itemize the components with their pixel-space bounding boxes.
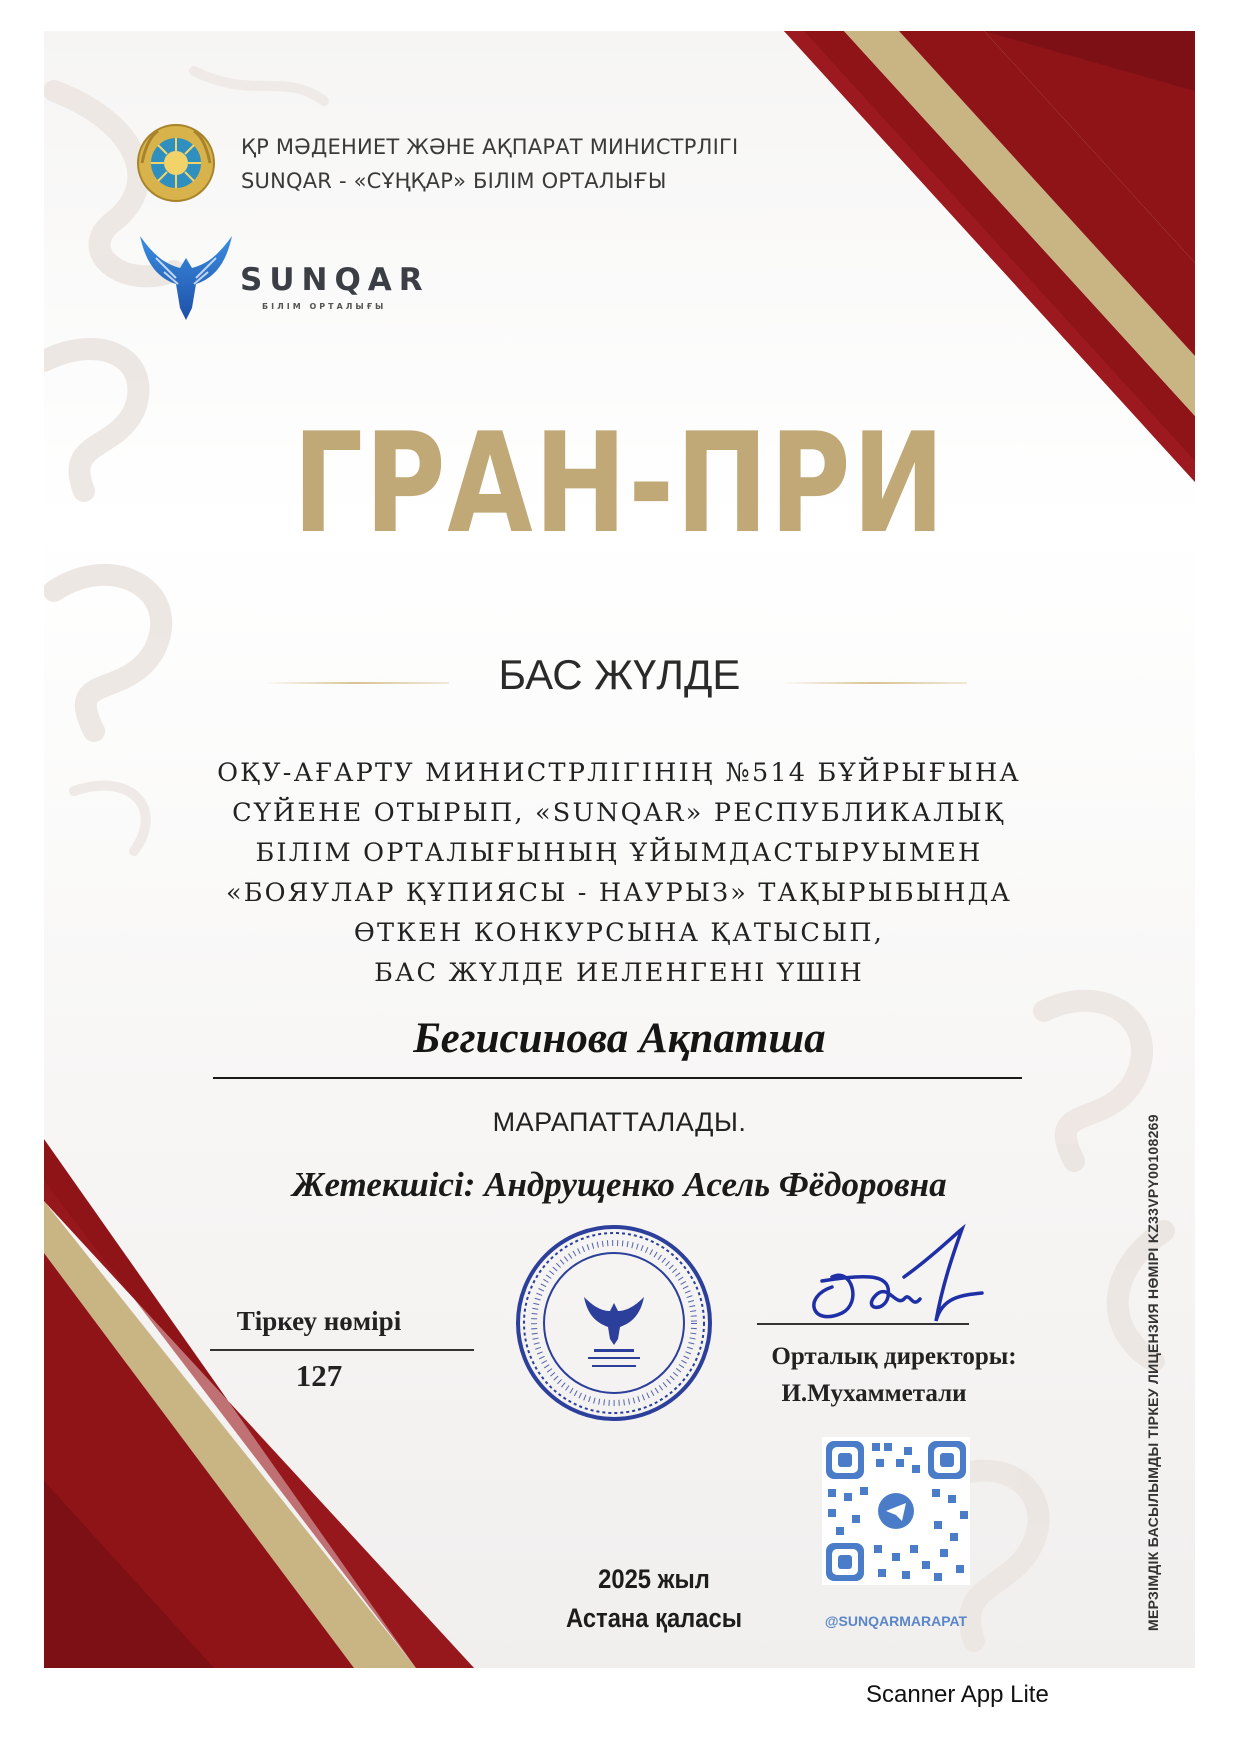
certificate-page bbox=[44, 31, 1195, 1668]
logo-wordmark: SUNQAR bbox=[240, 262, 430, 298]
registration-rule bbox=[210, 1349, 474, 1351]
logo-subtitle: БІЛІМ ОРТАЛЫҒЫ bbox=[262, 302, 387, 311]
awarded-text: МАРАПАТТАЛАДЫ. bbox=[492, 1107, 747, 1137]
body-line: ОҚУ-АҒАРТУ МИНИСТРЛІГІНІҢ №514 БҰЙРЫҒЫНА bbox=[217, 758, 1021, 788]
ministry-name: ҚР МӘДЕНИЕТ ЖӘНЕ АҚПАРАТ МИНИСТРЛІГІ bbox=[241, 135, 739, 159]
subtitle-rule-right bbox=[781, 682, 967, 684]
registration-label: Тіркеу нөмірі bbox=[236, 1306, 402, 1336]
scanner-watermark: Scanner App Lite bbox=[866, 1681, 1049, 1708]
license-note: МЕРЗІМДІК БАСЫЛЫМДЫ ТІРКЕУ ЛИЦЕНЗИЯ НӨМІРІ KZ33VPY00108269 bbox=[1145, 1114, 1161, 1631]
state-emblem-icon bbox=[136, 123, 216, 203]
qr-handle-text: @SUNQARMARAPAT bbox=[824, 1613, 968, 1629]
recipient-underline bbox=[213, 1077, 1022, 1079]
body-line: «БОЯУЛАР ҚҰПИЯСЫ - НАУРЫЗ» ТАҚЫРЫБЫНДА bbox=[225, 878, 1013, 908]
award-subtitle: БАС ЖҮЛДЕ bbox=[498, 651, 741, 698]
body-line: БАС ЖҮЛДЕ ИЕЛЕНГЕНІ ҮШІН bbox=[374, 958, 864, 988]
body-line: ӨТКЕН КОНКУРСЫНА ҚАТЫСЫП, bbox=[353, 918, 885, 948]
award-title: ГРАН-ПРИ bbox=[292, 403, 947, 564]
issue-year: 2025 жыл bbox=[598, 1564, 710, 1594]
header-block bbox=[241, 130, 738, 198]
issue-city: Астана қаласы bbox=[566, 1603, 742, 1633]
sunqar-eagle-logo-icon bbox=[136, 228, 236, 328]
director-title: Орталық директоры: bbox=[771, 1343, 1017, 1370]
body-line: СҮЙЕНЕ ОТЫРЫП, «SUNQAR» РЕСПУБЛИКАЛЫҚ bbox=[232, 798, 1006, 828]
supervisor-name: Жетекшісі: Андрущенко Асель Фёдоровна bbox=[292, 1165, 947, 1204]
director-rule bbox=[757, 1323, 969, 1325]
official-stamp-icon bbox=[514, 1223, 714, 1423]
recipient-name: Бегисинова Ақпатша bbox=[413, 1015, 826, 1062]
body-line: БІЛІМ ОРТАЛЫҒЫНЫҢ ҰЙЫМДАСТЫРУЫМЕН bbox=[255, 838, 983, 868]
award-reason-text bbox=[134, 753, 1104, 993]
director-name: И.Мухамметали bbox=[781, 1380, 967, 1407]
qr-code-icon bbox=[822, 1437, 970, 1585]
center-name: SUNQAR - «СҰҢҚАР» БІЛІМ ОРТАЛЫҒЫ bbox=[241, 169, 667, 193]
director-signature-icon bbox=[792, 1217, 992, 1337]
registration-number: 127 bbox=[295, 1358, 343, 1393]
